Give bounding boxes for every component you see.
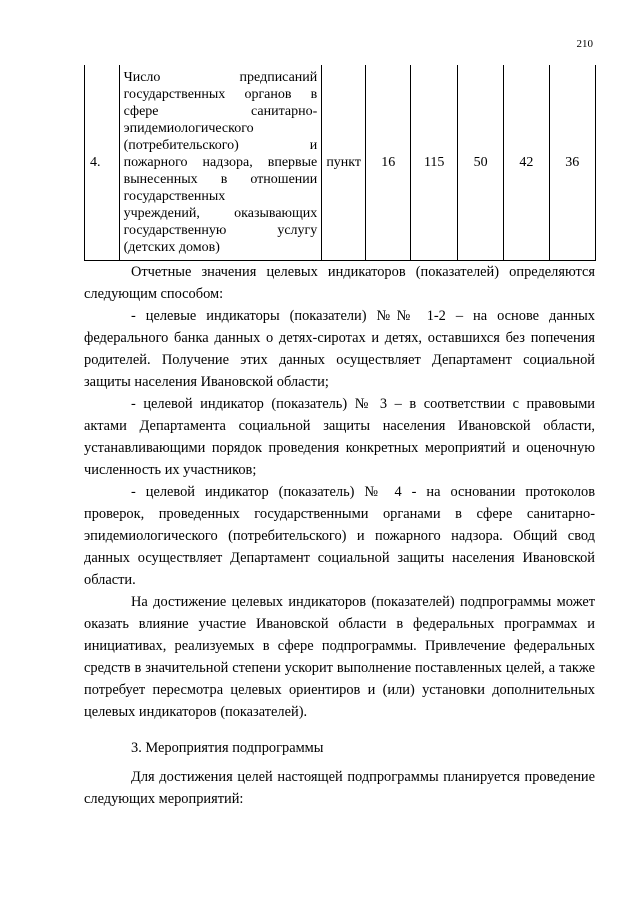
- paragraph: На достижение целевых индикаторов (показателей) подпрограммы может оказать влияние участие Ивановской области в федеральных программах и инициативах, реализуемых в сфере подпрограммы. Привлечение федеральных средств в значительной степени ускорит выполнение поставленных целей, а также потребует пересмотра целевых ориентиров и (или) установки дополнительных целевых индикаторов (показателей).: [84, 594, 595, 720]
- paragraph: Для достижения целей настоящей подпрограммы планируется проведение следующих мероприятий:: [84, 769, 595, 807]
- description-line: Число предписаний: [123, 69, 318, 85]
- paragraph: - целевой индикатор (показатель) № 3 – в соответствии с правовыми актами Департамента социальной защиты населения Ивановской области, устанавливающими порядок проведения конкретных мероприятий и оценочную численность их участников;: [84, 396, 595, 478]
- description-line: эпидемиологического: [123, 120, 254, 136]
- paragraph: - целевые индикаторы (показатели) №№ 1-2 – на основе данных федерального банка данных о детях-сиротах и детях, оставшихся без попечения родителей. Получение этих данных осуществляет Департамент социальной защиты населения Ивановской области;: [84, 308, 595, 390]
- body-text: [84, 261, 595, 810]
- value-cell: 115: [411, 65, 457, 260]
- table-row: [85, 65, 596, 260]
- value-cell: 36: [549, 65, 595, 260]
- description-line: (детских домов): [123, 239, 220, 255]
- indicator-description: [119, 65, 322, 260]
- indicator-table: [84, 65, 596, 261]
- description-line: сфере санитарно-: [123, 103, 318, 119]
- row-number: 4.: [85, 65, 120, 260]
- unit-cell: пункт: [322, 65, 366, 260]
- value-cell: 16: [366, 65, 411, 260]
- description-line: государственных органов в: [123, 86, 318, 102]
- description-line: (потребительского) и: [123, 137, 318, 153]
- description-line: государственных: [123, 188, 226, 204]
- paragraph: Отчетные значения целевых индикаторов (показателей) определяются следующим способом:: [84, 264, 595, 302]
- value-cell: 50: [457, 65, 503, 260]
- paragraph: - целевой индикатор (показатель) № 4 - на основании протоколов проверок, проведенных государственными органами в сфере санитарно-эпидемиологического (потребительского) и пожарного надзора. Общий свод данных осуществляет Департамент социальной защиты населения Ивановской области.: [84, 484, 595, 588]
- section-heading: 3. Мероприятия подпрограммы: [131, 740, 324, 756]
- value-cell: 42: [504, 65, 549, 260]
- description-line: учреждений, оказывающих: [123, 205, 318, 221]
- page-number: 210: [576, 38, 593, 50]
- description-line: пожарного надзора, впервые: [123, 154, 318, 170]
- description-line: вынесенных в отношении: [123, 171, 318, 187]
- description-line: государственную услугу: [123, 222, 318, 238]
